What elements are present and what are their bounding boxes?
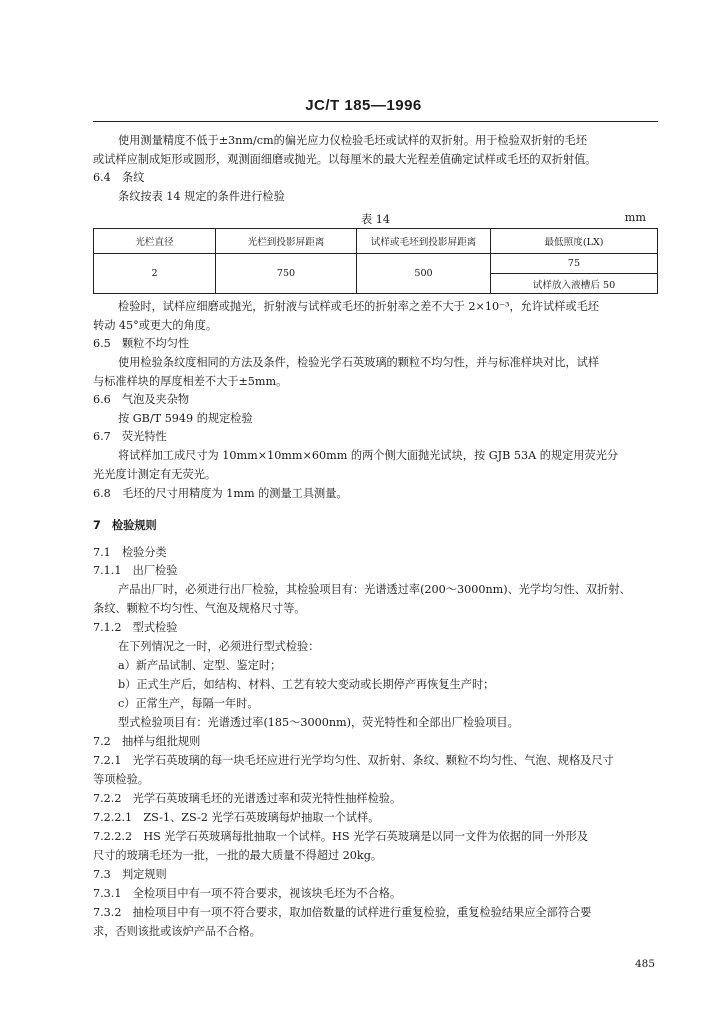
list-item: c）正常生产，每隔一年时。	[118, 697, 259, 710]
body-text: 7.3.1 全检项目中有一项不符合要求，视该块毛坯为不合格。	[93, 887, 402, 900]
section-heading: 6.5 颗粒不均匀性	[93, 337, 190, 350]
table-cell: 试样放入液槽后 50	[491, 274, 658, 294]
table-header-cell: 最低照度(LX)	[491, 229, 658, 254]
list-item: b）正式生产后，如结构、材料、工艺有较大变动或长期停产再恢复生产时；	[118, 678, 495, 691]
header-rule	[93, 121, 658, 122]
body-text: 型式检验项目有：光谱透过率(185～3000nm)，荧光特性和全部出厂检验项目。	[118, 716, 519, 729]
section-heading: 6.6 气泡及夹杂物	[93, 393, 190, 406]
section-heading: 7.1.1 出厂检验	[93, 564, 178, 577]
body-text: 光光度计测定有无荧光。	[93, 468, 217, 481]
section-heading: 7.2 抽样与组批规则	[93, 735, 201, 748]
body-text: 或试样应制成矩形或圆形，观测面细磨或抛光。以每厘米的最大光程差值确定试样或毛坯的双折射值。	[93, 153, 597, 166]
body-text: 条纹、颗粒不均匀性、气泡及规格尺寸等。	[93, 602, 306, 615]
section-heading: 6.4 条纹	[93, 171, 145, 184]
table-cell: 750	[216, 254, 357, 294]
table-unit: mm	[624, 211, 646, 224]
section-heading: 6.8 毛坯的尺寸用精度为 1mm 的测量工具测量。	[93, 487, 348, 500]
body-text: 7.2.2.1 ZS-1、ZS-2 光学石英玻璃每炉抽取一个试样。	[93, 811, 380, 824]
page-number: 485	[634, 958, 655, 970]
table-header-cell: 试样或毛坯到投影屏距离	[357, 229, 491, 254]
body-text: 转动 45°或更大的角度。	[93, 319, 218, 332]
body-text: 使用测量精度不低于±3nm/cm的偏光应力仪检验毛坯或试样的双折射。用于检验双折射的毛坯	[118, 134, 587, 147]
body-text: 求，否则该批或该炉产品不合格。	[93, 925, 261, 938]
section-heading: 7.3 判定规则	[93, 868, 167, 881]
body-text: 7.2.2 光学石英玻璃毛坯的光谱透过率和荧光特性抽样检验。	[93, 792, 402, 805]
table-title: 表 14	[361, 213, 390, 226]
body-text: 条纹按表 14 规定的条件进行检验	[118, 190, 285, 203]
chapter-heading: 7 检验规则	[93, 519, 157, 532]
list-item: a）新产品试制、定型、鉴定时；	[118, 659, 282, 672]
table-header-cell: 光栏直径	[94, 229, 216, 254]
body-text: 按 GB/T 5949 的规定检验	[118, 412, 253, 425]
body-text: 尺寸的玻璃毛坯为一批，一批的最大质量不得超过 20kg。	[93, 849, 383, 862]
body-text: 使用检验条纹度相同的方法及条件，检验光学石英玻璃的颗粒不均匀性，并与标准样块对比，试样	[118, 356, 600, 369]
body-text: 等项检验。	[93, 773, 149, 786]
body-text: 在下列情况之一时，必须进行型式检验：	[118, 640, 320, 653]
body-text: 7.2.1 光学石英玻璃的每一块毛坯应进行光学均匀性、双折射、条纹、颗粒不均匀性、气泡、规格及尺寸	[93, 754, 614, 767]
page-header: JC/T 185—1996	[305, 97, 422, 114]
table-14	[93, 228, 658, 294]
body-text: 产品出厂时，必须进行出厂检验，其检验项目有：光谱透过率(200～3000nm)、光学均匀性、双折射、	[118, 583, 631, 596]
body-text: 7.2.2.2 HS 光学石英玻璃每批抽取一个试样。HS 光学石英玻璃是以同一文件为依据的同一外形及	[93, 830, 589, 843]
body-text: 7.3.2 抽检项目中有一项不符合要求，取加倍数量的试样进行重复检验，重复检验结果应全部符合要	[93, 906, 592, 919]
table-header-cell: 光栏到投影屏距离	[216, 229, 357, 254]
table-cell: 75	[491, 254, 658, 274]
table-cell: 500	[357, 254, 491, 294]
section-heading: 6.7 荧光特性	[93, 430, 167, 443]
section-heading: 7.1.2 型式检验	[93, 621, 178, 634]
body-text: 与标准样块的厚度相差不大于±5mm。	[93, 375, 288, 388]
body-text: 检验时，试样应细磨或抛光，折射液与试样或毛坯的折射率之差不大于 2×10⁻³，允许试样或毛坯	[118, 300, 599, 313]
table-cell: 2	[94, 254, 216, 294]
section-heading: 7.1 检验分类	[93, 546, 167, 559]
body-text: 将试样加工成尺寸为 10mm×10mm×60mm 的两个侧大面抛光试块，按 GJB 53A 的规定用荧光分	[118, 449, 619, 462]
